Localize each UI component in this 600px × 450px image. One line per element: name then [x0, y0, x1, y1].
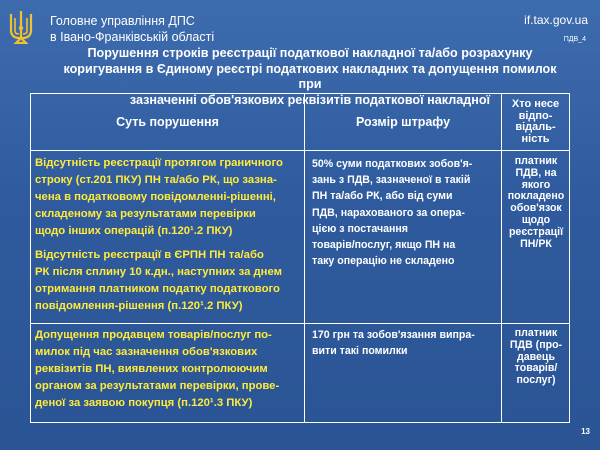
text-line: ПН/РК	[520, 237, 552, 250]
header-responsible	[502, 94, 569, 150]
title-line: коригування в Єдиному реєстрі податкових накладних та допущення помилок при	[63, 61, 557, 91]
header-fine-label: Розмір штрафу	[355, 115, 451, 129]
row1-violation-block2	[35, 247, 303, 315]
text-line: послуг)	[516, 374, 556, 387]
text-line: повідомлення-рішення (п.120¹.2 ПКУ)	[35, 300, 243, 312]
text-line: 170 грн та зобов'язання випра-	[312, 329, 475, 341]
text-line: Відсутність реєстрації в ЄРПН ПН та/або	[35, 249, 264, 261]
header-fine	[305, 94, 501, 150]
row-divider	[31, 323, 569, 324]
text-line: платник	[514, 327, 558, 339]
text-line: цією з постачання	[312, 222, 408, 235]
row2-fine	[312, 327, 500, 359]
text-line: вити такі помилки	[312, 345, 408, 358]
text-line: реквізитів ПН, виявлених контролюючим	[35, 363, 268, 375]
header-responsible-line: Хто несе	[511, 98, 560, 110]
organization-name: Головне управління ДПС	[50, 14, 195, 28]
text-line: платник	[514, 155, 558, 167]
header-responsible-line: ність	[521, 132, 550, 145]
row-divider	[31, 150, 569, 151]
row2-violation	[35, 327, 303, 412]
text-line: ПДВ, нарахованого за опера-	[312, 206, 465, 219]
text-line: щодо інших операцій (п.120¹.2 ПКУ)	[35, 225, 233, 237]
text-line: органом за результатами перевірки, прове-	[35, 380, 280, 392]
text-line: ПН та/або РК, або від суми	[312, 190, 453, 203]
row1-responsible	[503, 156, 569, 250]
title-line: зазначенні обов'язкових реквізитів податкової накладної	[129, 92, 491, 107]
text-line: товарів/	[514, 362, 558, 375]
text-line: зань з ПДВ, зазначеної в такій	[312, 174, 471, 187]
row2-responsible	[503, 328, 569, 387]
header-violation	[31, 94, 304, 150]
text-line: товарів/послуг, якщо ПН на	[312, 239, 456, 252]
text-line: деної за заявою покупця (п.120¹.3 ПКУ)	[35, 397, 253, 409]
text-line: строку (ст.201 ПКУ) ПН та/або РК, що зазна-	[35, 174, 277, 186]
text-line: отримання платником податку податкового	[35, 283, 280, 295]
text-line: милок під час зазначення обов'язкових	[35, 346, 258, 358]
row1-fine	[312, 156, 500, 269]
text-line: 50% суми податкових зобов'я-	[312, 158, 473, 170]
website-link[interactable]: if.tax.gov.ua	[524, 13, 588, 27]
text-line: таку операцію не складено	[312, 255, 455, 268]
text-line: Допущення продавцем товарів/послуг по-	[35, 329, 272, 341]
trident-emblem-icon	[8, 10, 34, 44]
text-line: чена в податковому повідомленні-рішенні,	[35, 191, 276, 203]
text-line: обов'язок	[510, 202, 562, 215]
text-line: щодо	[521, 213, 551, 226]
title-line: Порушення строків реєстрації податкової накладної та/або розрахунку	[87, 46, 533, 60]
header-violation-label: Суть порушення	[116, 115, 219, 129]
organization-region: в Івано-Франківській області	[50, 30, 215, 44]
text-line: РК після сплину 10 к.дн., наступних за днем	[35, 266, 282, 278]
penalty-table	[30, 93, 570, 423]
row1-violation-block1	[35, 155, 303, 240]
slide-code: ПДВ_4	[563, 36, 586, 43]
text-line: реєстрації	[508, 225, 564, 238]
text-line: якого	[521, 178, 551, 191]
text-line: Відсутність реєстрації протягом граничного	[35, 157, 283, 169]
text-line: ПДВ, на	[515, 166, 557, 179]
text-line: покладено	[507, 190, 565, 203]
header-responsible-line: відпо-	[518, 109, 553, 122]
text-line: давець	[517, 350, 555, 363]
text-line: складеному за результатами перевірки	[35, 208, 256, 220]
page-number: 13	[581, 427, 590, 436]
header-responsible-line: відаль-	[515, 121, 556, 133]
text-line: ПДВ (про-	[509, 338, 563, 351]
